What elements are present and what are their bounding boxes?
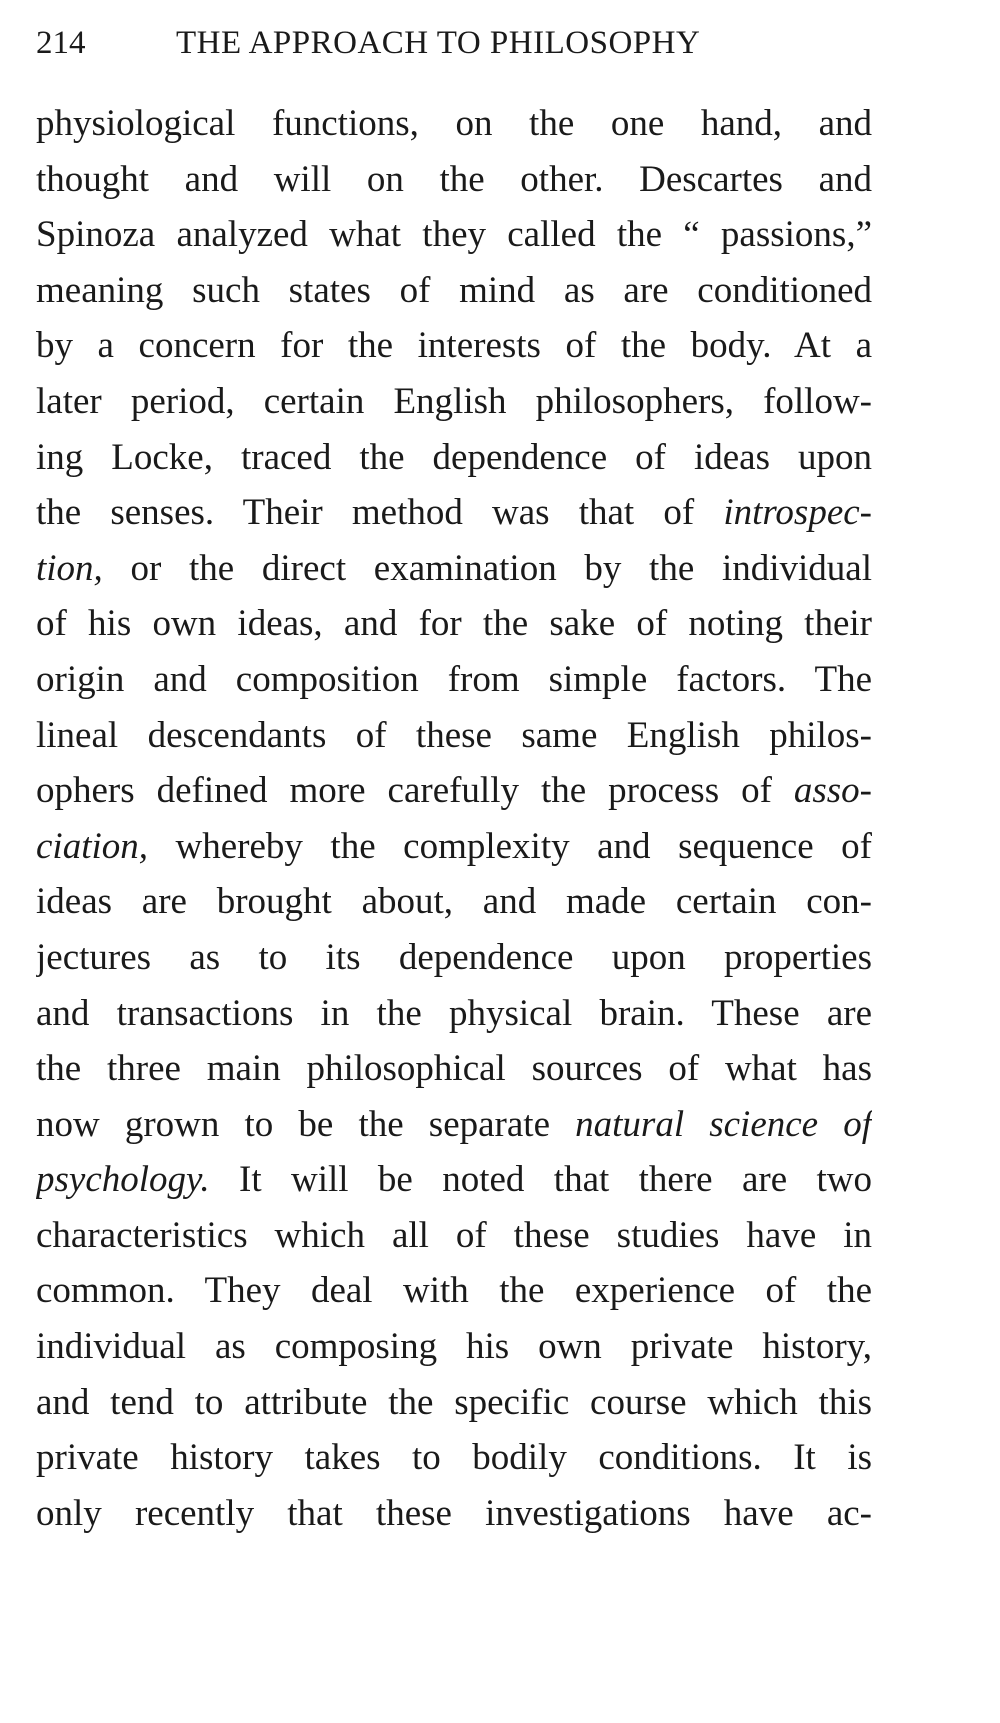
text-segment: and transactions in the physical brain. These are	[36, 992, 872, 1034]
text-line	[36, 930, 872, 986]
text-line	[36, 1152, 872, 1208]
text-segment: thought and will on the other. Descartes and	[36, 158, 872, 200]
text-segment: origin and composition from simple factors. The	[36, 658, 872, 700]
text-segment: now grown to be the separate	[36, 1103, 576, 1145]
body-text	[36, 96, 872, 1541]
text-segment: the three main philosophical sources of what has	[36, 1048, 872, 1090]
text-segment: It will be noted that there are two	[209, 1159, 872, 1201]
text-segment: jectures as to its dependence upon properties	[36, 936, 872, 978]
running-head	[36, 18, 876, 68]
text-line	[36, 763, 872, 819]
text-line	[36, 986, 872, 1042]
text-line	[36, 1319, 872, 1375]
text-line	[36, 207, 872, 263]
text-segment: or the direct examination by the individual	[102, 547, 872, 589]
text-segment: ophers defined more carefully the process of	[36, 770, 794, 812]
text-line	[36, 1208, 872, 1264]
italic-text-segment: asso-	[793, 770, 872, 812]
italic-text-segment: natural science of	[575, 1103, 872, 1145]
text-segment: individual as composing his own private history,	[36, 1326, 872, 1368]
text-segment: private history takes to bodily conditions. It is	[36, 1437, 872, 1479]
text-line	[36, 652, 872, 708]
text-line	[36, 1430, 872, 1486]
text-line	[36, 485, 872, 541]
text-segment: of his own ideas, and for the sake of noting their	[36, 603, 872, 645]
text-line	[36, 708, 872, 764]
text-line	[36, 430, 872, 486]
text-segment: characteristics which all of these studies have in	[36, 1214, 872, 1256]
text-line	[36, 1041, 872, 1097]
running-title: THE APPROACH TO PHILOSOPHY	[176, 25, 701, 61]
text-segment: later period, certain English philosophers, follow-	[36, 380, 872, 422]
italic-text-segment: introspec-	[723, 492, 872, 534]
text-segment: common. They deal with the experience of the	[36, 1270, 872, 1312]
page-number: 214	[36, 25, 86, 61]
text-line	[36, 1375, 872, 1431]
text-segment: and tend to attribute the specific course which this	[36, 1381, 872, 1423]
text-line	[36, 1486, 872, 1542]
text-segment: lineal descendants of these same English philos-	[36, 714, 872, 756]
text-line	[36, 596, 872, 652]
text-line	[36, 541, 872, 597]
text-line	[36, 318, 872, 374]
text-segment: only recently that these investigations have ac-	[36, 1492, 872, 1534]
text-segment: ideas are brought about, and made certain con-	[36, 881, 872, 923]
text-line	[36, 819, 872, 875]
text-segment: the senses. Their method was that of	[36, 492, 724, 534]
text-line	[36, 874, 872, 930]
text-segment: Spinoza analyzed what they called the “ passions,”	[36, 214, 872, 256]
italic-text-segment: tion,	[36, 547, 103, 589]
text-line	[36, 1097, 872, 1153]
text-line	[36, 374, 872, 430]
text-line	[36, 1263, 872, 1319]
text-segment: by a concern for the interests of the body. At a	[36, 325, 872, 367]
text-line	[36, 152, 872, 208]
text-segment: physiological functions, on the one hand, and	[36, 103, 872, 144]
italic-text-segment: psychology.	[36, 1159, 210, 1201]
text-segment: ing Locke, traced the dependence of ideas upon	[36, 436, 872, 478]
text-line	[36, 263, 872, 319]
text-segment: meaning such states of mind as are conditioned	[36, 269, 872, 311]
italic-text-segment: ciation,	[36, 825, 149, 867]
text-line	[36, 96, 872, 152]
text-segment: whereby the complexity and sequence of	[148, 825, 872, 867]
